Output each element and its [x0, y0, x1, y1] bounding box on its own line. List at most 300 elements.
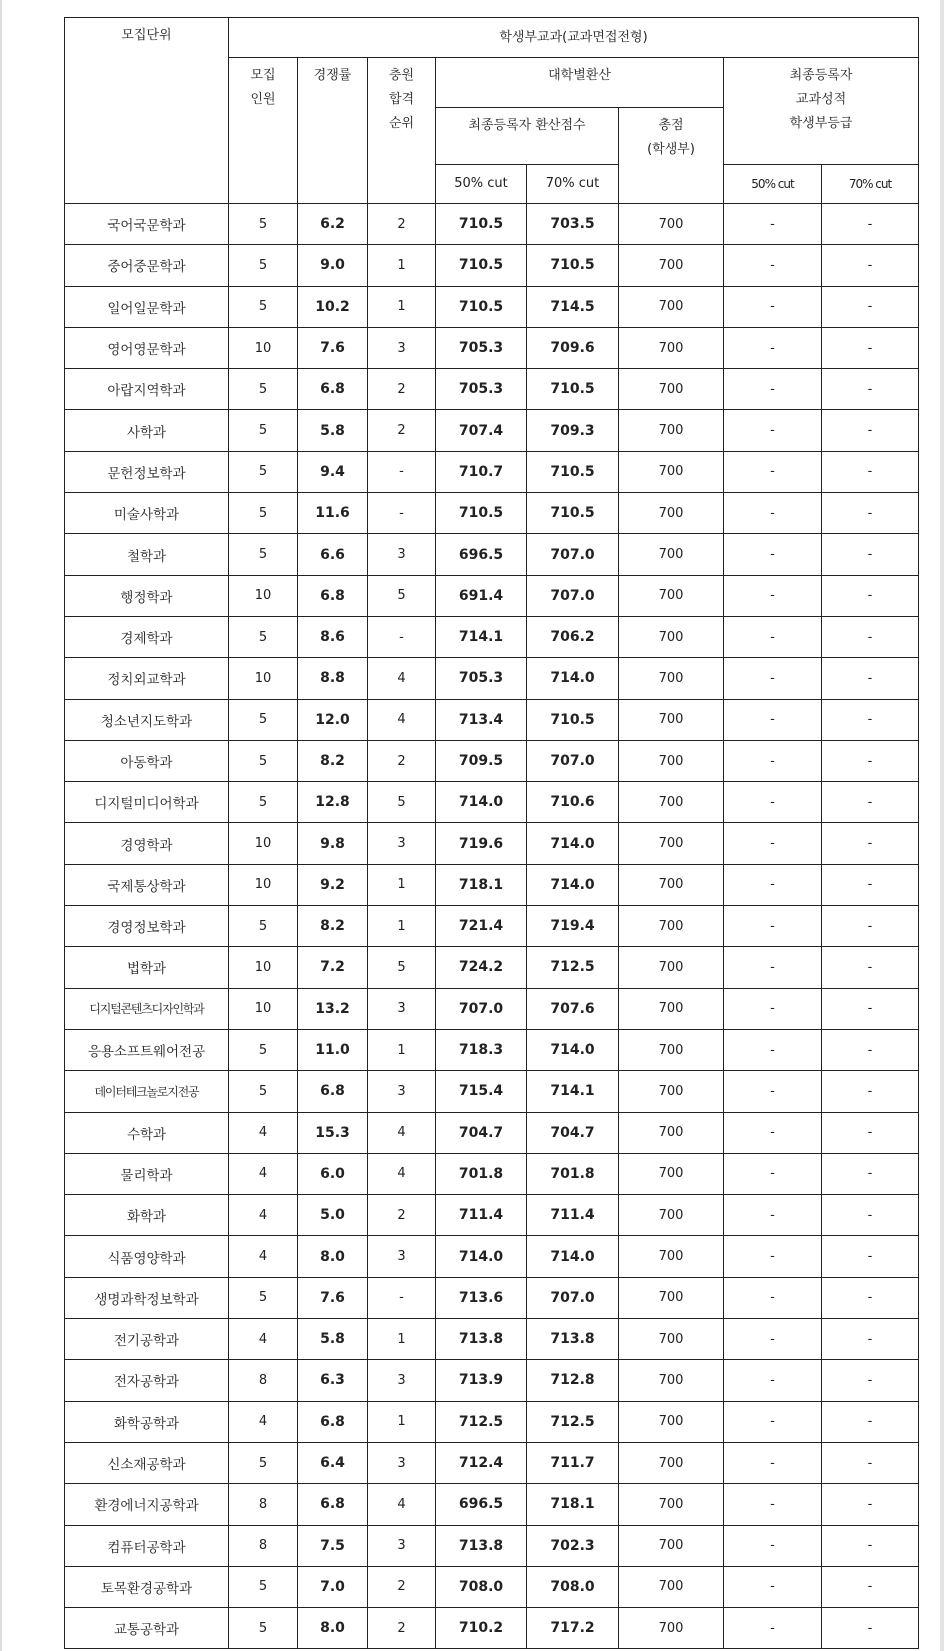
total-cell: 700 — [619, 1277, 724, 1318]
table-row — [65, 699, 919, 740]
score-50cut-cell: 696.5 — [436, 534, 527, 575]
quota-cell: 4 — [229, 1319, 298, 1360]
ratio-cell: 8.2 — [298, 740, 368, 781]
rank-cell: 3 — [368, 534, 436, 575]
grade-50cut-cell: - — [724, 947, 822, 988]
ratio-cell: 5.8 — [298, 1319, 368, 1360]
total-cell: 700 — [619, 204, 724, 245]
dept-cell: 응용소프트웨어전공 — [65, 1029, 229, 1070]
rank-cell: - — [368, 616, 436, 657]
grade-50cut-cell: - — [724, 1484, 822, 1525]
dept-cell: 아랍지역학과 — [65, 369, 229, 410]
quota-cell: 5 — [229, 1566, 298, 1607]
quota-cell: 5 — [229, 906, 298, 947]
rank-cell: 2 — [368, 410, 436, 451]
score-50cut-cell: 713.4 — [436, 699, 527, 740]
grade-70cut-cell: - — [822, 1112, 919, 1153]
total-cell: 700 — [619, 1360, 724, 1401]
ratio-cell: 6.2 — [298, 204, 368, 245]
quota-cell: 5 — [229, 204, 298, 245]
score-70cut-cell: 707.6 — [527, 988, 619, 1029]
header-final-grade: 최종등록자 교과성적 학생부등급 — [724, 58, 919, 165]
score-50cut-cell: 710.2 — [436, 1608, 527, 1649]
table-row — [65, 947, 919, 988]
rank-cell: 3 — [368, 988, 436, 1029]
quota-cell: 5 — [229, 782, 298, 823]
score-50cut-cell: 705.3 — [436, 658, 527, 699]
grade-70cut-cell: - — [822, 369, 919, 410]
total-cell: 700 — [619, 286, 724, 327]
total-cell: 700 — [619, 410, 724, 451]
ratio-cell: 11.0 — [298, 1029, 368, 1070]
quota-cell: 4 — [229, 1153, 298, 1194]
table-row — [65, 988, 919, 1029]
table-row — [65, 740, 919, 781]
score-70cut-cell: 718.1 — [527, 1484, 619, 1525]
header-final-score: 최종등록자 환산점수 — [436, 108, 619, 165]
grade-70cut-cell: - — [822, 616, 919, 657]
header-total: 총점 (학생부) — [619, 108, 724, 204]
table-row — [65, 616, 919, 657]
grade-70cut-cell: - — [822, 1153, 919, 1194]
page-right-edge — [940, 0, 944, 1651]
grade-70cut-cell: - — [822, 1401, 919, 1442]
score-50cut-cell: 701.8 — [436, 1153, 527, 1194]
grade-70cut-cell: - — [822, 864, 919, 905]
total-cell: 700 — [619, 1195, 724, 1236]
rank-cell: - — [368, 451, 436, 492]
rank-cell: 5 — [368, 947, 436, 988]
grade-70cut-cell: - — [822, 906, 919, 947]
table-row — [65, 245, 919, 286]
quota-cell: 5 — [229, 1608, 298, 1649]
total-cell: 700 — [619, 1153, 724, 1194]
quota-cell: 10 — [229, 988, 298, 1029]
score-50cut-cell: 707.4 — [436, 410, 527, 451]
rank-cell: 3 — [368, 1071, 436, 1112]
grade-70cut-cell: - — [822, 947, 919, 988]
dept-cell: 경제학과 — [65, 616, 229, 657]
grade-50cut-cell: - — [724, 245, 822, 286]
score-50cut-cell: 712.4 — [436, 1442, 527, 1483]
grade-50cut-cell: - — [724, 988, 822, 1029]
ratio-cell: 6.8 — [298, 1484, 368, 1525]
grade-70cut-cell: - — [822, 1071, 919, 1112]
score-70cut-cell: 704.7 — [527, 1112, 619, 1153]
grade-70cut-cell: - — [822, 1608, 919, 1649]
score-70cut-cell: 703.5 — [527, 204, 619, 245]
grade-50cut-cell: - — [724, 616, 822, 657]
rank-cell: 3 — [368, 1360, 436, 1401]
ratio-cell: 5.0 — [298, 1195, 368, 1236]
rank-cell: 4 — [368, 1484, 436, 1525]
ratio-cell: 6.0 — [298, 1153, 368, 1194]
total-cell: 700 — [619, 369, 724, 410]
score-70cut-cell: 714.0 — [527, 658, 619, 699]
score-50cut-cell: 710.5 — [436, 245, 527, 286]
score-70cut-cell: 707.0 — [527, 1277, 619, 1318]
grade-50cut-cell: - — [724, 1442, 822, 1483]
grade-50cut-cell: - — [724, 864, 822, 905]
score-50cut-cell: 705.3 — [436, 369, 527, 410]
table-row — [65, 864, 919, 905]
quota-cell: 5 — [229, 1277, 298, 1318]
ratio-cell: 8.0 — [298, 1608, 368, 1649]
score-70cut-cell: 714.5 — [527, 286, 619, 327]
quota-cell: 5 — [229, 616, 298, 657]
total-cell: 700 — [619, 906, 724, 947]
grade-50cut-cell: - — [724, 823, 822, 864]
grade-70cut-cell: - — [822, 823, 919, 864]
grade-70cut-cell: - — [822, 245, 919, 286]
ratio-cell: 8.8 — [298, 658, 368, 699]
grade-50cut-cell: - — [724, 1525, 822, 1566]
score-50cut-cell: 714.1 — [436, 616, 527, 657]
score-70cut-cell: 714.1 — [527, 1071, 619, 1112]
dept-cell: 디지털미디어학과 — [65, 782, 229, 823]
score-70cut-cell: 707.0 — [527, 575, 619, 616]
score-70cut-cell: 712.5 — [527, 947, 619, 988]
ratio-cell: 6.6 — [298, 534, 368, 575]
grade-70cut-cell: - — [822, 1029, 919, 1070]
score-70cut-cell: 710.5 — [527, 451, 619, 492]
dept-cell: 디지털콘텐츠디자인학과 — [65, 988, 229, 1029]
score-50cut-cell: 704.7 — [436, 1112, 527, 1153]
page-left-edge — [0, 0, 2, 1651]
grade-50cut-cell: - — [724, 369, 822, 410]
total-cell: 700 — [619, 245, 724, 286]
quota-cell: 10 — [229, 327, 298, 368]
dept-cell: 물리학과 — [65, 1153, 229, 1194]
table-row — [65, 658, 919, 699]
ratio-cell: 7.5 — [298, 1525, 368, 1566]
score-70cut-cell: 709.3 — [527, 410, 619, 451]
rank-cell: 2 — [368, 204, 436, 245]
score-70cut-cell: 709.6 — [527, 327, 619, 368]
header-score-70cut: 70% cut — [527, 165, 619, 204]
score-50cut-cell: 691.4 — [436, 575, 527, 616]
grade-50cut-cell: - — [724, 451, 822, 492]
dept-cell: 경영학과 — [65, 823, 229, 864]
ratio-cell: 8.6 — [298, 616, 368, 657]
grade-50cut-cell: - — [724, 575, 822, 616]
header-unit: 모집단위 — [65, 18, 229, 204]
grade-70cut-cell: - — [822, 658, 919, 699]
dept-cell: 문헌정보학과 — [65, 451, 229, 492]
dept-cell: 전자공학과 — [65, 1360, 229, 1401]
grade-50cut-cell: - — [724, 534, 822, 575]
score-70cut-cell: 719.4 — [527, 906, 619, 947]
score-70cut-cell: 712.5 — [527, 1401, 619, 1442]
grade-70cut-cell: - — [822, 740, 919, 781]
table-row — [65, 1484, 919, 1525]
score-70cut-cell: 714.0 — [527, 864, 619, 905]
grade-70cut-cell: - — [822, 286, 919, 327]
rank-cell: 1 — [368, 906, 436, 947]
table-row — [65, 1442, 919, 1483]
score-50cut-cell: 718.3 — [436, 1029, 527, 1070]
table-row — [65, 1525, 919, 1566]
score-70cut-cell: 710.5 — [527, 493, 619, 534]
ratio-cell: 6.8 — [298, 1071, 368, 1112]
table-row — [65, 1029, 919, 1070]
quota-cell: 10 — [229, 864, 298, 905]
score-50cut-cell: 710.5 — [436, 286, 527, 327]
grade-70cut-cell: - — [822, 1566, 919, 1607]
dept-cell: 경영정보학과 — [65, 906, 229, 947]
score-50cut-cell: 710.5 — [436, 204, 527, 245]
total-cell: 700 — [619, 534, 724, 575]
total-cell: 700 — [619, 327, 724, 368]
grade-50cut-cell: - — [724, 906, 822, 947]
total-cell: 700 — [619, 616, 724, 657]
header-score-50cut: 50% cut — [436, 165, 527, 204]
grade-70cut-cell: - — [822, 534, 919, 575]
grade-70cut-cell: - — [822, 493, 919, 534]
score-70cut-cell: 710.5 — [527, 699, 619, 740]
ratio-cell: 12.0 — [298, 699, 368, 740]
table-row — [65, 369, 919, 410]
grade-70cut-cell: - — [822, 1484, 919, 1525]
grade-70cut-cell: - — [822, 1442, 919, 1483]
quota-cell: 5 — [229, 1071, 298, 1112]
quota-cell: 4 — [229, 1401, 298, 1442]
quota-cell: 5 — [229, 534, 298, 575]
score-70cut-cell: 714.0 — [527, 1029, 619, 1070]
score-50cut-cell: 719.6 — [436, 823, 527, 864]
header-univ-calc: 대학별환산 — [436, 58, 724, 108]
table-row — [65, 1112, 919, 1153]
grade-70cut-cell: - — [822, 575, 919, 616]
grade-50cut-cell: - — [724, 1236, 822, 1277]
grade-50cut-cell: - — [724, 782, 822, 823]
grade-50cut-cell: - — [724, 1319, 822, 1360]
header-group: 학생부교과(교과면접전형) — [229, 18, 919, 58]
ratio-cell: 11.6 — [298, 493, 368, 534]
rank-cell: 2 — [368, 369, 436, 410]
grade-70cut-cell: - — [822, 1236, 919, 1277]
table-row — [65, 1566, 919, 1607]
ratio-cell: 6.4 — [298, 1442, 368, 1483]
score-50cut-cell: 708.0 — [436, 1566, 527, 1607]
ratio-cell: 6.8 — [298, 369, 368, 410]
grade-70cut-cell: - — [822, 327, 919, 368]
header-quota: 모집 인원 — [229, 58, 298, 204]
grade-70cut-cell: - — [822, 1525, 919, 1566]
dept-cell: 국어국문학과 — [65, 204, 229, 245]
quota-cell: 5 — [229, 410, 298, 451]
rank-cell: 4 — [368, 658, 436, 699]
dept-cell: 법학과 — [65, 947, 229, 988]
quota-cell: 8 — [229, 1484, 298, 1525]
dept-cell: 수학과 — [65, 1112, 229, 1153]
grade-70cut-cell: - — [822, 451, 919, 492]
score-50cut-cell: 724.2 — [436, 947, 527, 988]
score-70cut-cell: 711.7 — [527, 1442, 619, 1483]
dept-cell: 중어중문학과 — [65, 245, 229, 286]
quota-cell: 4 — [229, 1195, 298, 1236]
header-rank: 충원 합격 순위 — [368, 58, 436, 204]
ratio-cell: 10.2 — [298, 286, 368, 327]
rank-cell: 1 — [368, 286, 436, 327]
score-70cut-cell: 714.0 — [527, 823, 619, 864]
rank-cell: 2 — [368, 1608, 436, 1649]
grade-50cut-cell: - — [724, 204, 822, 245]
total-cell: 700 — [619, 988, 724, 1029]
score-50cut-cell: 707.0 — [436, 988, 527, 1029]
table-row — [65, 823, 919, 864]
total-cell: 700 — [619, 1484, 724, 1525]
dept-cell: 데이터테크놀로지전공 — [65, 1071, 229, 1112]
table-row — [65, 782, 919, 823]
score-50cut-cell: 711.4 — [436, 1195, 527, 1236]
rank-cell: 3 — [368, 327, 436, 368]
grade-70cut-cell: - — [822, 1360, 919, 1401]
table-row — [65, 204, 919, 245]
score-70cut-cell: 711.4 — [527, 1195, 619, 1236]
total-cell: 700 — [619, 1566, 724, 1607]
score-70cut-cell: 707.0 — [527, 740, 619, 781]
ratio-cell: 5.8 — [298, 410, 368, 451]
table-row — [65, 575, 919, 616]
quota-cell: 5 — [229, 740, 298, 781]
ratio-cell: 12.8 — [298, 782, 368, 823]
score-50cut-cell: 713.8 — [436, 1319, 527, 1360]
grade-50cut-cell: - — [724, 493, 822, 534]
quota-cell: 8 — [229, 1360, 298, 1401]
total-cell: 700 — [619, 782, 724, 823]
grade-70cut-cell: - — [822, 699, 919, 740]
score-50cut-cell: 709.5 — [436, 740, 527, 781]
score-70cut-cell: 702.3 — [527, 1525, 619, 1566]
grade-50cut-cell: - — [724, 740, 822, 781]
score-70cut-cell: 713.8 — [527, 1319, 619, 1360]
ratio-cell: 7.6 — [298, 1277, 368, 1318]
dept-cell: 식품영양학과 — [65, 1236, 229, 1277]
quota-cell: 10 — [229, 658, 298, 699]
quota-cell: 5 — [229, 245, 298, 286]
total-cell: 700 — [619, 1112, 724, 1153]
score-50cut-cell: 710.7 — [436, 451, 527, 492]
grade-50cut-cell: - — [724, 1401, 822, 1442]
ratio-cell: 9.0 — [298, 245, 368, 286]
score-70cut-cell: 717.2 — [527, 1608, 619, 1649]
quota-cell: 5 — [229, 1442, 298, 1483]
score-50cut-cell: 710.5 — [436, 493, 527, 534]
total-cell: 700 — [619, 658, 724, 699]
total-cell: 700 — [619, 451, 724, 492]
dept-cell: 정치외교학과 — [65, 658, 229, 699]
table-row — [65, 410, 919, 451]
total-cell: 700 — [619, 1525, 724, 1566]
score-50cut-cell: 713.8 — [436, 1525, 527, 1566]
quota-cell: 5 — [229, 451, 298, 492]
dept-cell: 신소재공학과 — [65, 1442, 229, 1483]
table-row — [65, 1277, 919, 1318]
score-70cut-cell: 706.2 — [527, 616, 619, 657]
grade-50cut-cell: - — [724, 327, 822, 368]
grade-50cut-cell: - — [724, 410, 822, 451]
rank-cell: 2 — [368, 1566, 436, 1607]
quota-cell: 4 — [229, 1112, 298, 1153]
dept-cell: 생명과학정보학과 — [65, 1277, 229, 1318]
quota-cell: 5 — [229, 369, 298, 410]
table-row — [65, 1195, 919, 1236]
quota-cell: 5 — [229, 1029, 298, 1070]
grade-50cut-cell: - — [724, 1112, 822, 1153]
ratio-cell: 13.2 — [298, 988, 368, 1029]
grade-50cut-cell: - — [724, 1360, 822, 1401]
rank-cell: 5 — [368, 782, 436, 823]
total-cell: 700 — [619, 699, 724, 740]
score-50cut-cell: 714.0 — [436, 782, 527, 823]
rank-cell: 4 — [368, 1112, 436, 1153]
total-cell: 700 — [619, 947, 724, 988]
grade-50cut-cell: - — [724, 1608, 822, 1649]
rank-cell: 3 — [368, 1442, 436, 1483]
total-cell: 700 — [619, 493, 724, 534]
grade-70cut-cell: - — [822, 988, 919, 1029]
table-row — [65, 451, 919, 492]
table-row — [65, 1401, 919, 1442]
dept-cell: 국제통상학과 — [65, 864, 229, 905]
header-ratio: 경쟁률 — [298, 58, 368, 204]
rank-cell: 2 — [368, 1195, 436, 1236]
table-row — [65, 1236, 919, 1277]
score-50cut-cell: 713.9 — [436, 1360, 527, 1401]
rank-cell: 1 — [368, 864, 436, 905]
dept-cell: 교통공학과 — [65, 1608, 229, 1649]
dept-cell: 화학공학과 — [65, 1401, 229, 1442]
dept-cell: 청소년지도학과 — [65, 699, 229, 740]
rank-cell: 5 — [368, 575, 436, 616]
grade-70cut-cell: - — [822, 1195, 919, 1236]
table-row — [65, 286, 919, 327]
rank-cell: 1 — [368, 1401, 436, 1442]
total-cell: 700 — [619, 1608, 724, 1649]
quota-cell: 5 — [229, 286, 298, 327]
quota-cell: 5 — [229, 493, 298, 534]
table-row — [65, 1153, 919, 1194]
grade-70cut-cell: - — [822, 204, 919, 245]
total-cell: 700 — [619, 823, 724, 864]
admission-results-table — [64, 17, 919, 1649]
ratio-cell: 9.8 — [298, 823, 368, 864]
ratio-cell: 6.3 — [298, 1360, 368, 1401]
dept-cell: 아동학과 — [65, 740, 229, 781]
score-50cut-cell: 715.4 — [436, 1071, 527, 1112]
grade-50cut-cell: - — [724, 1071, 822, 1112]
ratio-cell: 8.2 — [298, 906, 368, 947]
grade-50cut-cell: - — [724, 286, 822, 327]
quota-cell: 4 — [229, 1236, 298, 1277]
rank-cell: 2 — [368, 740, 436, 781]
grade-70cut-cell: - — [822, 782, 919, 823]
grade-50cut-cell: - — [724, 1195, 822, 1236]
score-50cut-cell: 696.5 — [436, 1484, 527, 1525]
score-50cut-cell: 705.3 — [436, 327, 527, 368]
quota-cell: 5 — [229, 699, 298, 740]
table-row — [65, 1319, 919, 1360]
total-cell: 700 — [619, 1071, 724, 1112]
score-50cut-cell: 718.1 — [436, 864, 527, 905]
ratio-cell: 8.0 — [298, 1236, 368, 1277]
grade-50cut-cell: - — [724, 658, 822, 699]
grade-50cut-cell: - — [724, 699, 822, 740]
total-cell: 700 — [619, 1401, 724, 1442]
rank-cell: 4 — [368, 1153, 436, 1194]
score-50cut-cell: 714.0 — [436, 1236, 527, 1277]
